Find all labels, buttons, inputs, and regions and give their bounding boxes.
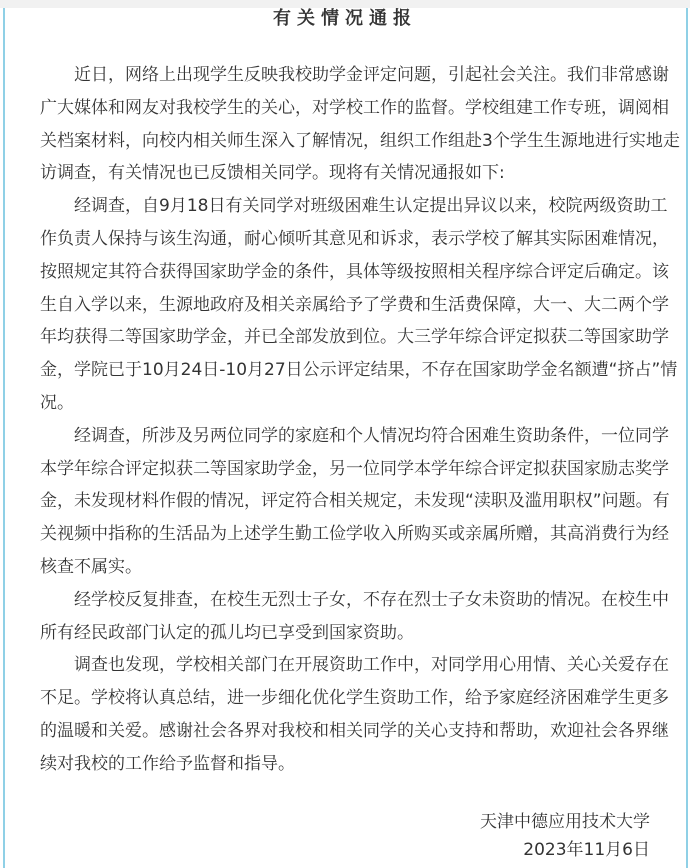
paragraph-line: 核查不属实。 [40,556,142,577]
paragraph-line: 本学年综合评定拟获二等国家助学金，另一位同学本学年综合评定拟获国家励志奖学 [40,458,669,479]
signature-organization: 天津中德应用技术大学 [480,812,650,832]
paragraph-line: 金，学院已于10月24日-10月27日公示评定结果，不存在国家助学金名额遭“挤占”情 [40,360,678,381]
paragraph [40,190,678,420]
paragraph [40,584,669,650]
paragraph-line: 关视频中指称的生活品为上述学生勤工俭学收入所购买或亲属所赠，其高消费行为经 [40,524,669,545]
signature-date: 2023年11月6日 [523,840,650,860]
document-title: 有关情况通报 [273,8,417,29]
paragraph-line: 广大媒体和网友对我校学生的关心，对学校工作的监督。学校组建工作专班，调阅相 [40,97,669,118]
paragraph-line: 访调查，有关情况也已反馈相关同学。现将有关情况通报如下: [40,163,505,184]
paragraph-line: 不足。学校将认真总结，进一步细化优化学生资助工作，给予家庭经济困难学生更多 [40,688,669,709]
paragraph-line: 经学校反复排查，在校生无烈士子女，不存在烈士子女未资助的情况。在校生中 [74,589,669,610]
paragraph [40,59,680,190]
signature-block [480,808,650,864]
paragraph-line: 的温暖和关爱。感谢社会各界对我校和相关同学的关心支持和帮助，欢迎社会各界继 [40,720,669,741]
paragraph [40,420,670,584]
paragraph-line: 近日，网络上出现学生反映我校助学金评定问题，引起社会关注。我们非常感谢 [74,65,669,85]
paragraph [40,649,669,780]
paragraph-line: 所有经民政部门认定的孤儿均已享受到国家资助。 [40,622,414,643]
paragraph-line: 续对我校的工作给予监督和指导。 [40,753,295,774]
paragraph-line: 金，未发现材料作假的情况，评定符合相关规定，未发现“渎职及滥用职权”问题。有 [40,491,670,512]
paragraph-line: 况。 [40,392,74,413]
document-body [40,59,680,781]
paragraph-line: 生自入学以来，生源地政府及相关亲属给予了学费和生活费保障，大一、大二两个学 [40,294,669,315]
paragraph-line: 经调查，自9月18日有关同学对班级困难生认定提出异议以来，校院两级资助工 [74,196,668,217]
paragraph-line: 年均获得二等国家助学金，并已全部发放到位。大三学年综合评定拟获二等国家助学 [40,327,669,348]
paragraph-line: 调查也发现，学校相关部门在开展资助工作中，对同学用心用情、关心关爱存在 [74,655,669,676]
paragraph-line: 经调查，所涉及另两位同学的家庭和个人情况均符合困难生资助条件，一位同学 [74,425,669,446]
paragraph-line: 按照规定其符合获得国家助学金的条件，具体等级按照相关程序综合评定后确定。该 [40,261,669,282]
paragraph-line: 关档案材料，向校内相关师生深入了解情况，组织工作组赴3个学生生源地进行实地走 [40,130,680,151]
paragraph-line: 作负责人保持与该生沟通，耐心倾听其意见和诉求，表示学校了解其实际困难情况， [40,228,669,249]
